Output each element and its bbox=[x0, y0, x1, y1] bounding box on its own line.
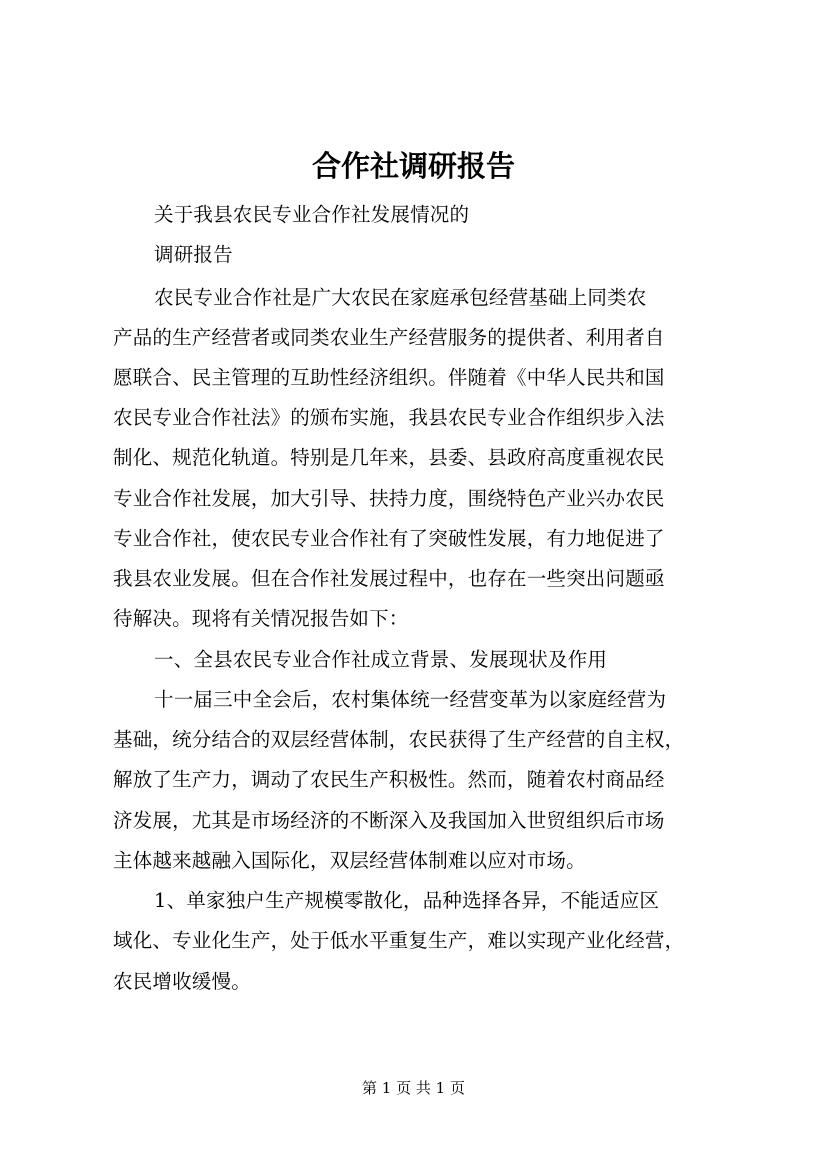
paragraph-line: 专业合作社，使农民专业合作社有了突破性发展，有力地促进了 bbox=[113, 527, 665, 550]
paragraph-line: 产品的生产经营者或同类农业生产经营服务的提供者、利用者自 bbox=[113, 326, 665, 349]
paragraph-line: 济发展，尤其是市场经济的不断深入及我国加入世贸组织后市场 bbox=[113, 809, 665, 832]
paragraph-line: 农民专业合作社法》的颁布实施，我县农民专业合作组织步入法 bbox=[113, 406, 665, 429]
paragraph-line: 1、单家独户生产规模零散化，品种选择各异，不能适应区 bbox=[154, 889, 660, 912]
paragraph-line: 专业合作社发展，加大引导、扶持力度，围绕特色产业兴办农民 bbox=[113, 487, 665, 510]
page-footer: 第 1 页 共 1 页 bbox=[362, 1079, 465, 1097]
paragraph-line: 主体越来越融入国际化，双层经营体制难以应对市场。 bbox=[113, 849, 586, 872]
paragraph-line: 十一届三中全会后，农村集体统一经营变革为以家庭经营为 bbox=[154, 688, 667, 711]
paragraph-line: 我县农业发展。但在合作社发展过程中，也存在一些突出问题亟 bbox=[113, 567, 665, 590]
paragraph-line: 解放了生产力，调动了农民生产积极性。然而，随着农村商品经 bbox=[113, 768, 665, 791]
subtitle-line-2: 调研报告 bbox=[154, 243, 233, 266]
document-title: 合作社调研报告 bbox=[311, 149, 515, 183]
paragraph-line: 基础，统分结合的双层经营体制，农民获得了生产经营的自主权， bbox=[113, 728, 685, 751]
section-heading: 一、全县农民专业合作社成立背景、发展现状及作用 bbox=[154, 648, 608, 671]
paragraph-line: 农民专业合作社是广大农民在家庭承包经营基础上同类农 bbox=[154, 286, 647, 309]
paragraph-line: 制化、规范化轨道。特别是几年来，县委、县政府高度重视农民 bbox=[113, 446, 665, 469]
paragraph-line: 农民增收缓慢。 bbox=[113, 970, 251, 993]
paragraph-line: 域化、专业化生产，处于低水平重复生产，难以实现产业化经营， bbox=[113, 929, 685, 952]
paragraph-line: 愿联合、民主管理的互助性经济组织。伴随着《中华人民共和国 bbox=[113, 366, 665, 389]
subtitle-line-1: 关于我县农民专业合作社发展情况的 bbox=[154, 203, 470, 226]
paragraph-line: 待解决。现将有关情况报告如下： bbox=[113, 607, 409, 630]
